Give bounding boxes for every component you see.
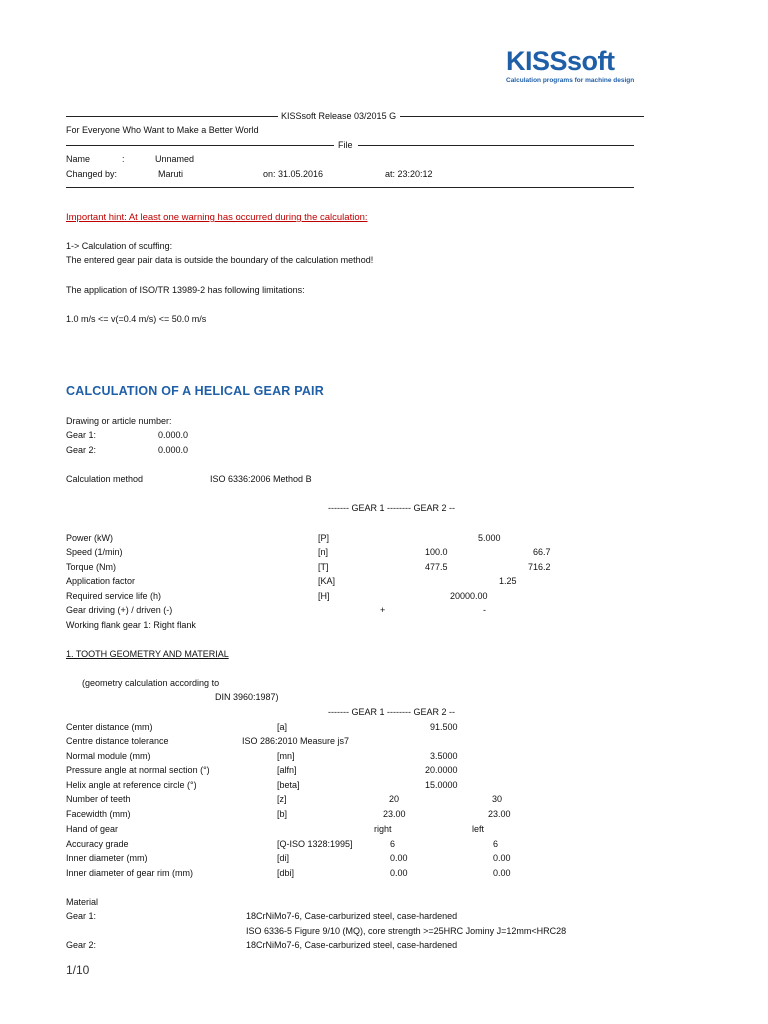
row-label: Pressure angle at normal section (°) <box>66 765 210 775</box>
row-gear2-value: left <box>472 824 485 834</box>
rule-header-bottom <box>66 187 634 188</box>
row-gear1-value: 477.5 <box>425 562 448 572</box>
row-gear2-value: 6 <box>493 839 499 849</box>
drawing-gear2-value: 0.000.0 <box>158 445 189 455</box>
row-label: Center distance (mm) <box>66 722 153 732</box>
row-gear1-value: 0.00 <box>390 853 408 863</box>
row-gear2-value: 66.7 <box>533 547 551 557</box>
row-symbol: [n] <box>318 547 329 557</box>
row-label: Normal module (mm) <box>66 751 151 761</box>
row-label: Working flank gear 1: Right flank <box>66 620 196 630</box>
row-symbol: [H] <box>318 591 330 601</box>
row-gear2-value: 0.00 <box>493 853 511 863</box>
row-symbol: [di] <box>277 853 290 863</box>
row-mid-value: 1.25 <box>499 576 517 586</box>
rule-right-file <box>358 145 634 146</box>
page-title: CALCULATION OF A HELICAL GEAR PAIR <box>66 384 324 398</box>
row-label: Speed (1/min) <box>66 547 123 557</box>
material-gear1-value: 18CrNiMo7-6, Case-carburized steel, case-hardened <box>246 911 458 921</box>
row-gear1-value: 0.00 <box>390 868 408 878</box>
row-gear1-value: 23.00 <box>383 809 406 819</box>
drawing-gear2-label: Gear 2: <box>66 445 97 455</box>
row-gear1-value: 20 <box>389 794 400 804</box>
changed-by-label: Changed by: <box>66 169 118 179</box>
row-label: Accuracy grade <box>66 839 129 849</box>
row-label: Gear driving (+) / driven (-) <box>66 605 173 615</box>
row-mid-value: 20.0000 <box>425 765 458 775</box>
material-gear2-value: 18CrNiMo7-6, Case-carburized steel, case-hardened <box>246 940 458 950</box>
page-number: 1/10 <box>66 963 90 977</box>
gear-column-header-2: ------- GEAR 1 -------- GEAR 2 -- <box>328 707 455 717</box>
method-label: Calculation method <box>66 474 144 484</box>
gear-column-header: ------- GEAR 1 -------- GEAR 2 -- <box>328 503 455 513</box>
row-label: Torque (Nm) <box>66 562 117 572</box>
drawing-label: Drawing or article number: <box>66 416 172 426</box>
drawing-gear1-label: Gear 1: <box>66 430 97 440</box>
logo-tagline: Calculation programs for machine design <box>506 77 635 84</box>
row-symbol: [alfn] <box>277 765 297 775</box>
changed-by-value: Maruti <box>158 169 184 179</box>
rule-right-release <box>400 116 644 117</box>
row-label: Inner diameter (mm) <box>66 853 148 863</box>
material-gear1-value-2: ISO 6336-5 Figure 9/10 (MQ), core strength >=25HRC Jominy J=12mm<HRC28 <box>246 926 567 936</box>
row-label: Application factor <box>66 576 136 586</box>
row-gear2-value: 716.2 <box>528 562 551 572</box>
row-symbol: [KA] <box>318 576 336 586</box>
row-mid-value: 3.5000 <box>430 751 458 761</box>
release-label: KISSsoft Release 03/2015 G <box>281 111 397 121</box>
name-label: Name <box>66 154 91 164</box>
material-gear1-label: Gear 1: <box>66 911 97 921</box>
row-label: Required service life (h) <box>66 591 162 601</box>
row-label: Hand of gear <box>66 824 119 834</box>
geometry-note-1: (geometry calculation according to <box>82 678 220 688</box>
row-label: Power (kW) <box>66 533 113 543</box>
row-symbol: [a] <box>277 722 288 732</box>
company-name: For Everyone Who Want to Make a Better World <box>66 125 259 135</box>
row-label: Helix angle at reference circle (°) <box>66 780 197 790</box>
row-mid-value: 91.500 <box>430 722 458 732</box>
warning-line-1: The entered gear pair data is outside the boundary of the calculation method! <box>66 255 374 265</box>
row-gear2-value: 30 <box>492 794 503 804</box>
row-label: Centre distance tolerance <box>66 736 169 746</box>
row-mid-value: 20000.00 <box>450 591 488 601</box>
row-symbol: [z] <box>277 794 287 804</box>
row-symbol: [T] <box>318 562 329 572</box>
rule-left-release <box>66 116 278 117</box>
row-label: Inner diameter of gear rim (mm) <box>66 868 194 878</box>
warning-hint: Important hint: At least one warning has occurred during the calculation: <box>66 212 368 223</box>
row-symbol: [beta] <box>277 780 300 790</box>
row-symbol: [P] <box>318 533 330 543</box>
row-symbol: [dbi] <box>277 868 295 878</box>
rule-left-file <box>66 145 334 146</box>
kisssoft-logo <box>506 48 638 90</box>
warning-item: 1-> Calculation of scuffing: <box>66 241 173 251</box>
row-gear1-value: 6 <box>390 839 396 849</box>
row-gear2-value: 0.00 <box>493 868 511 878</box>
row-mid-value: 5.000 <box>478 533 501 543</box>
file-label: File <box>338 140 353 150</box>
row-label: Number of teeth <box>66 794 131 804</box>
method-value: ISO 6336:2006 Method B <box>210 474 312 484</box>
material-label: Material <box>66 897 99 907</box>
row-symbol: ISO 286:2010 Measure js7 <box>242 736 350 746</box>
row-gear1-value: 100.0 <box>425 547 448 557</box>
row-gear1-value: right <box>374 824 392 834</box>
logo-text: KISSsoft <box>506 46 615 76</box>
warning-line-3: 1.0 m/s <= v(=0.4 m/s) <= 50.0 m/s <box>66 314 207 324</box>
row-symbol: [mn] <box>277 751 295 761</box>
row-symbol: [b] <box>277 809 288 819</box>
name-value: Unnamed <box>155 154 195 164</box>
geometry-note-2: DIN 3960:1987) <box>215 692 279 702</box>
section-title: 1. TOOTH GEOMETRY AND MATERIAL <box>66 649 229 659</box>
row-mid-value: 15.0000 <box>425 780 458 790</box>
name-colon: : <box>122 154 125 164</box>
drawing-gear1-value: 0.000.0 <box>158 430 189 440</box>
warning-line-2: The application of ISO/TR 13989-2 has following limitations: <box>66 285 305 295</box>
material-gear2-label: Gear 2: <box>66 940 97 950</box>
changed-on: on: 31.05.2016 <box>263 169 324 179</box>
changed-at: at: 23:20:12 <box>385 169 433 179</box>
row-label: Facewidth (mm) <box>66 809 131 819</box>
row-gear2-value: 23.00 <box>488 809 511 819</box>
row-gear2-value: - <box>483 605 486 615</box>
row-symbol: [Q-ISO 1328:1995] <box>277 839 353 849</box>
row-gear1-value: + <box>380 605 386 615</box>
